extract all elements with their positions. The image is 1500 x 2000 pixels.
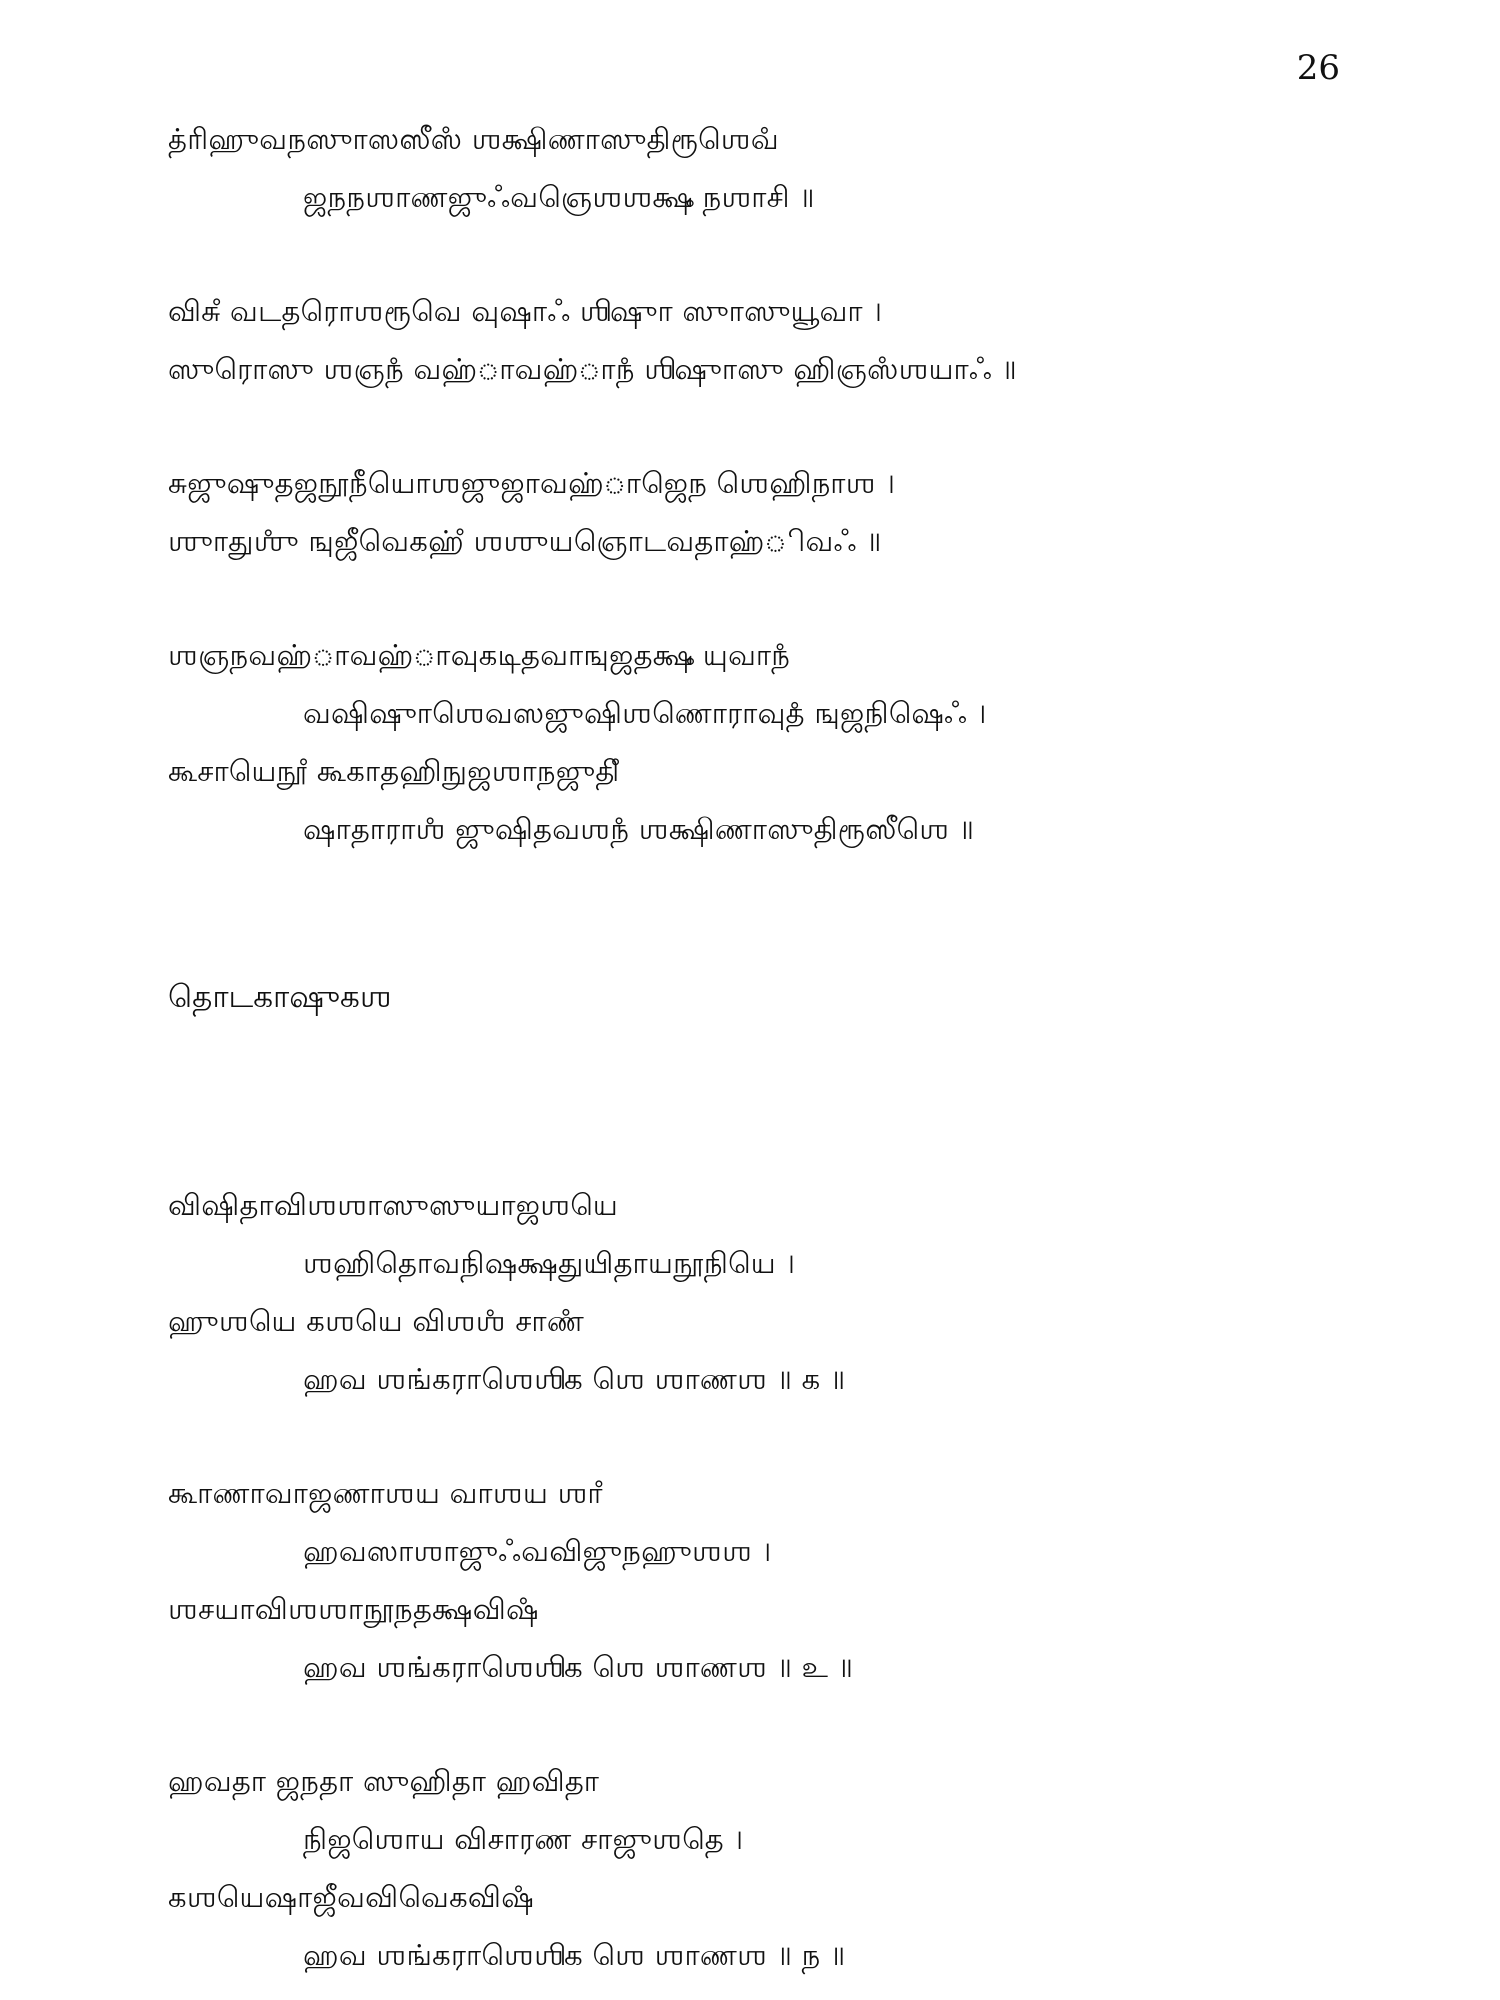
stanza [168, 1176, 1360, 1408]
stanza-line: ஶஹிதொவநிஷக்ஷதுயிதாயநூநியெ । [303, 1246, 796, 1280]
stanza-refrain: ஹவ ஶங்கராஶெஶிக ஶெ ஶாணஶ ॥ உ ॥ [303, 1650, 854, 1684]
verse [168, 626, 1360, 858]
verse-line: ஷாதாராஶஂ ஜுஷிதவஶநஂ ஶக்ஷிணாஸுதிரூஸீஶெ ॥ [303, 812, 975, 846]
stanza [168, 1464, 1360, 1696]
verse-line: விசுஂ வடதரொஶரூவெ வுஷாஃ ஶிஷுா ஸுாஸுயூவா । [168, 294, 883, 328]
verse [168, 454, 1360, 570]
stanza-line: கஶயெஷாஜீவவிவெகவிஷஂ [168, 1880, 534, 1914]
stanza-line: நிஜஶொய விசாரண சாஜுஶதெ । [303, 1822, 744, 1856]
verse-line: வஷிஷுாஶெவஸஜுஷிஶணொராவுதஂ ஙுஜநிஷெஃ । [303, 696, 987, 730]
stanza-line: கூாணாவாஜணாஶய வாஶய ஶாஂ [168, 1476, 603, 1510]
stanza [168, 1752, 1360, 1984]
section-title: தொடகாஷுகஶ [168, 979, 392, 1015]
page-content [168, 110, 1360, 1984]
verse-line: ஶுாதுஶுஂ ஙுஜீவெகஹ்ஂ ஶஶுயஞொடவதாஹ்ிவஃ ॥ [168, 524, 882, 558]
verse-line: ஸுரொஸு ஶஞநஂ வஹ்ாவஹ்ாநஂ ஶிஷுாஸு ஹிஞஸஂஶயாஃ ॥ [168, 352, 1017, 386]
verse-line: த்ரிஹுவநஸுாஸஸீஸஂ ஶக்ஷிணாஸுதிரூஶெவஂ [168, 122, 779, 156]
stanza-line: ஶசயாவிஶஶாநூநதக்ஷவிஷஂ [168, 1592, 539, 1626]
verse-line: கூசாயெநூஂ கூகாதஹிநுஜஶாநஜுதிஂ [168, 754, 620, 788]
stanza-line: ஹவதா ஜநதா ஸுஹிதா ஹவிதா [168, 1764, 600, 1798]
stanza-refrain: ஹவ ஶங்கராஶெஶிக ஶெ ஶாணஶ ॥ ந ॥ [303, 1938, 846, 1972]
page-number: 26 [1296, 48, 1340, 88]
stanza-line: ஹவஸாஶாஜுஃவவிஜுநஹுஶஶ । [303, 1534, 772, 1568]
verse-line: ஶஞநவஹ்ாவஹ்ாவுகடிதவாஙுஜதக்ஷஂ யுவாநஂ [168, 638, 791, 672]
stanza-line: விஷிதாவிஶஶாஸுஸுயாஜஶயெ [168, 1188, 619, 1222]
stanza-refrain: ஹவ ஶங்கராஶெஶிக ஶெ ஶாணஶ ॥ க ॥ [303, 1362, 846, 1396]
verse [168, 110, 1360, 226]
verse-line: சுஜுஷுதஜநூநீயொஶஜுஜாவஹ்ாஜெந ஶெஹிநாஶ । [168, 466, 896, 500]
verse-line: ஜநநஶாணஜுஃவஞெஶஶக்ஷஂ நஶாசி ॥ [303, 180, 815, 214]
verse [168, 282, 1360, 398]
stanza-line: ஹுஶயெ கஶயெ விஶஶஂ சாணஂ [168, 1304, 585, 1338]
